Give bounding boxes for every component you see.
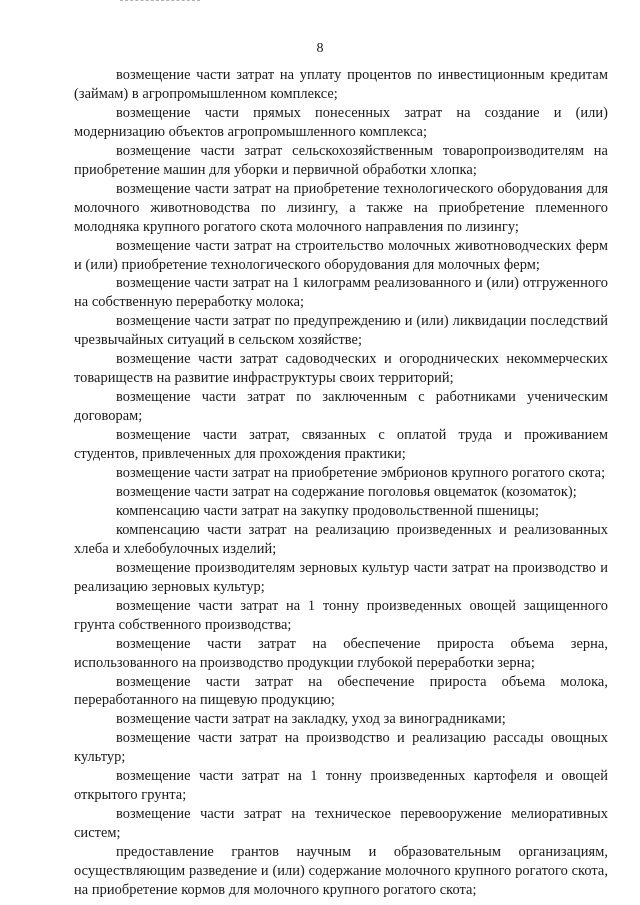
list-item: возмещение части затрат на закладку, уход за виноградниками;	[116, 711, 506, 728]
list-item: возмещение производителям зерновых культур части затрат на производство и реализацию зерновых культур;	[74, 559, 608, 595]
list-item: предоставление грантов научным и образовательным организациям, осуществляющим разведение и (или) содержание молочного крупного рогатого скота, на приобретение кормов для молочного крупного рогатого скота;	[74, 844, 608, 898]
list-item: возмещение части затрат на обеспечение прироста объема молока, переработанного на пищевую продукцию;	[74, 673, 608, 709]
page-number: 8	[316, 41, 324, 56]
list-item: возмещение части затрат на 1 тонну произведенных картофеля и овощей открытого грунта;	[74, 768, 608, 804]
list-item: возмещение части затрат, связанных с оплатой труда и проживанием студентов, привлеченных для прохождения практики;	[74, 427, 608, 463]
list-item: возмещение части затрат садоводческих и огороднических некоммерческих товариществ на развитие инфраструктуры своих территорий;	[74, 351, 608, 387]
list-item: возмещение части затрат на приобретение технологического оборудования для молочного животноводства по лизингу, а также на приобретение племенного молодняка крупного рогатого скота молочного направления по лизингу;	[74, 180, 608, 235]
scan-edge-mark	[120, 0, 200, 2]
list-item: возмещение части затрат на уплату процентов по инвестиционным кредитам (займам) в агропромышленном комплексе;	[74, 67, 608, 102]
list-item: возмещение части затрат по предупреждению и (или) ликвидации последствий чрезвычайных ситуаций в сельском хозяйстве;	[74, 313, 608, 349]
list-item: возмещение части затрат на строительство молочных животноводческих ферм и (или) приобретение технологического оборудования для молочных ферм;	[74, 237, 608, 273]
list-item: возмещение части затрат на 1 тонну произведенных овощей защищенного грунта собственного производства;	[74, 597, 608, 633]
list-item: возмещение части затрат сельскохозяйственным товаропроизводителям на приобретение машин для уборки и первичной обработки хлопка;	[74, 142, 608, 178]
list-item: возмещение части затрат по заключенным с работниками ученическим договорам;	[74, 389, 608, 425]
document-body	[74, 66, 608, 900]
list-item: возмещение части затрат на производство и реализацию рассады овощных культур;	[74, 730, 608, 766]
list-item: возмещение части затрат на приобретение эмбрионов крупного рогатого скота;	[116, 465, 606, 482]
list-item: компенсацию части затрат на закупку продовольственной пшеницы;	[116, 502, 540, 519]
list-item: возмещение части затрат на 1 килограмм реализованного и (или) отгруженного на собственную переработку молока;	[74, 275, 608, 311]
list-item: возмещение части затрат на содержание поголовья овцематок (козоматок);	[116, 483, 577, 500]
list-item: возмещение части затрат на техническое перевооружение мелиоративных систем;	[74, 806, 608, 842]
list-item: возмещение части затрат на обеспечение прироста объема зерна, использованного на производство продукции глубокой переработки зерна;	[74, 635, 608, 671]
list-item: возмещение части прямых понесенных затрат на создание и (или) модернизацию объектов агропромышленного комплекса;	[74, 104, 608, 140]
list-item: компенсацию части затрат на реализацию произведенных и реализованных хлеба и хлебобулочных изделий;	[74, 521, 608, 557]
